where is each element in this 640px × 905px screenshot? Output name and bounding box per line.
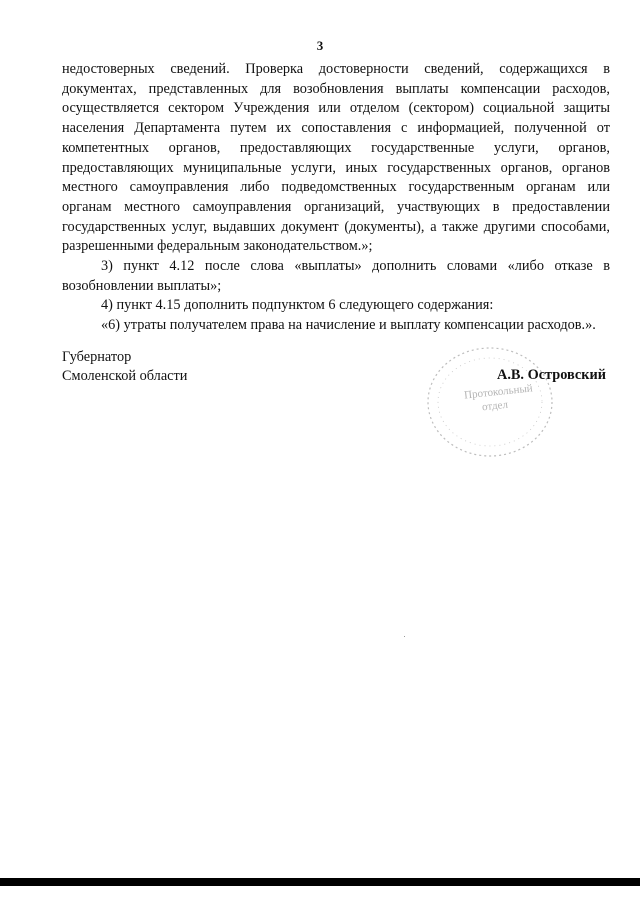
page-number: 3	[316, 38, 324, 53]
signer-position-line1: Губернатор	[62, 349, 132, 365]
signer-position-line2: Смоленской области	[62, 368, 188, 384]
scan-speck	[404, 636, 405, 637]
document-body	[62, 60, 610, 336]
paragraph-item-4: 4) пункт 4.15 дополнить подпунктом 6 следующего содержания:	[101, 297, 494, 314]
page-bottom-border	[0, 878, 640, 886]
paragraph-subitem-6: «6) утраты получателем права на начисление и выплату компенсации расходов.».	[101, 317, 596, 334]
paragraph-item-3: 3) пункт 4.12 после слова «выплаты» дополнить словами «либо отказе в возобновлении выплаты»;	[62, 258, 610, 294]
stamp-text-line2: отдел	[481, 398, 509, 414]
stamp-seal	[418, 336, 568, 466]
signer-name: А.В. Островский	[497, 367, 606, 383]
stamp-text-line1: Протокольный	[463, 382, 534, 402]
paragraph-continuation: недостоверных сведений. Проверка достоверности сведений, содержащихся в документах, представленных для возобновления выплаты компенсации расходов, осуществляется сектором Учреждения или отделом (сектором) социальной защиты населения Департамента путем их сопоставления с информацией, полученной от компетентных органов, предоставляющих государственные услуги, органов, предоставляющих муниципальные услуги, иных государственных органов, органов местного самоуправления либо подведомственных государственным органам или органам местного самоуправления организаций, участвующих в предоставлении государственных услуг, выдавших документ (документы), а также другими способами, разрешенными федеральным законодательством.»;	[62, 61, 610, 255]
signature-block	[62, 348, 187, 386]
